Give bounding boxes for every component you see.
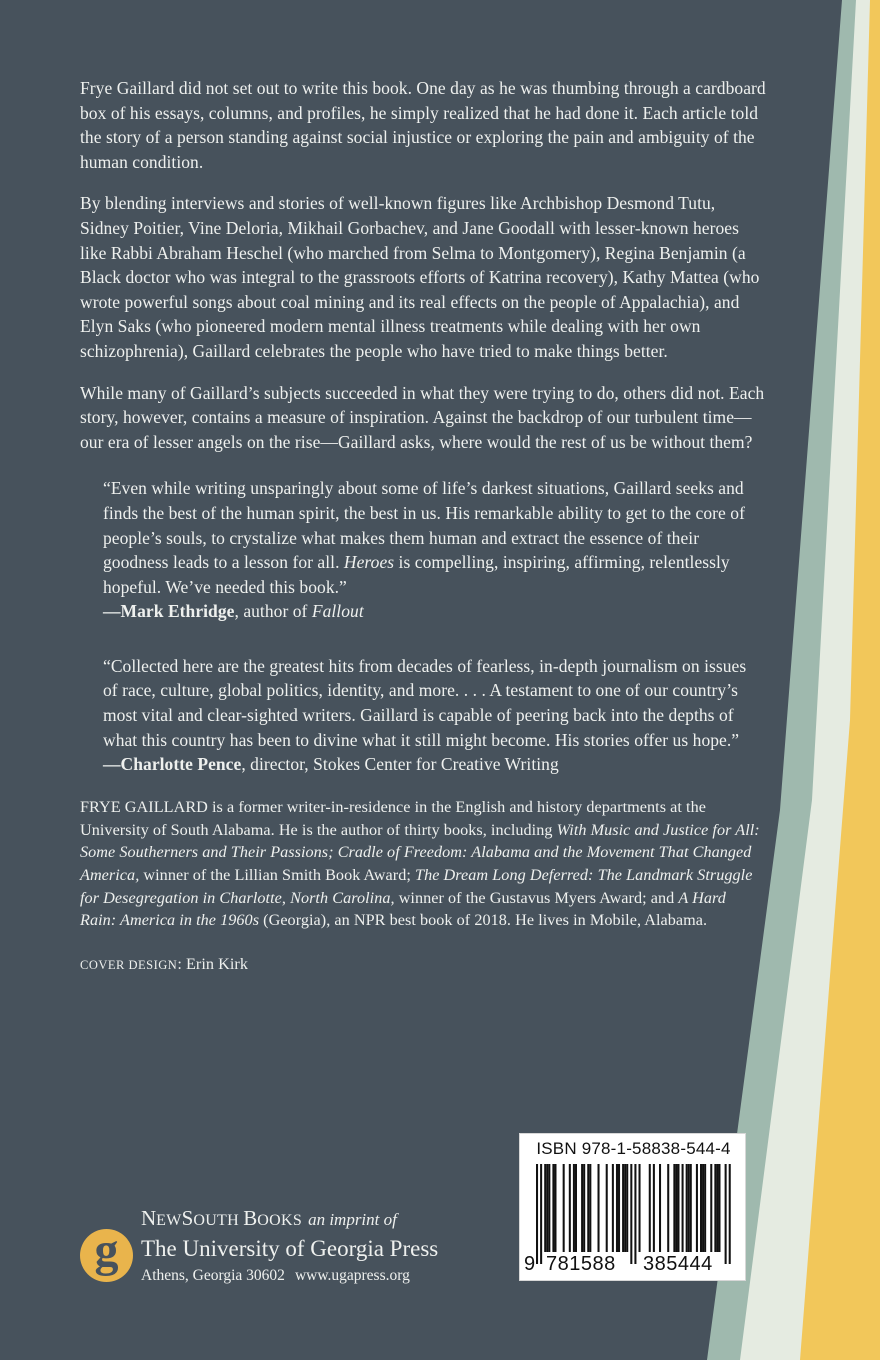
author-bio xyxy=(80,796,766,932)
barcode-bar xyxy=(536,1164,538,1264)
cover-design-credit xyxy=(80,952,766,978)
barcode-bar xyxy=(575,1164,577,1252)
press-location: Athens, Georgia 30602 xyxy=(141,1267,285,1284)
barcode-first-digit: 9 xyxy=(524,1253,536,1275)
publisher-logo-letter: g xyxy=(94,1224,119,1277)
bio-text: , xyxy=(281,888,291,907)
barcode-right-digits: 385444 xyxy=(643,1253,713,1275)
barcode-bars xyxy=(526,1164,741,1264)
blurb-attribution xyxy=(103,752,751,777)
credit-label: COVER DESIGN xyxy=(80,958,178,973)
barcode-bar xyxy=(700,1164,702,1252)
barcode-bar xyxy=(710,1164,712,1252)
barcode-digits xyxy=(520,1253,747,1279)
author-name: FRYE GAILLARD xyxy=(80,797,208,816)
back-cover-text xyxy=(80,76,766,978)
barcode-bar xyxy=(554,1164,556,1252)
barcode-bar xyxy=(544,1164,546,1252)
blurb-author: —Charlotte Pence xyxy=(103,754,242,775)
barcode-bar xyxy=(690,1164,692,1252)
barcode-bar xyxy=(667,1164,669,1252)
barcode-bar xyxy=(581,1164,583,1252)
bio-text: winner of the Gustavus Myers Award; and xyxy=(394,888,679,907)
barcode-left-digits: 781588 xyxy=(546,1253,616,1275)
bio-text: winner of the Lillian Smith Book Award; xyxy=(139,865,416,884)
barcode-bar xyxy=(716,1164,718,1252)
barcode-bar xyxy=(639,1164,641,1252)
barcode-bar xyxy=(606,1164,608,1252)
barcode-bar xyxy=(702,1164,704,1252)
blurb-text: “Even while writing unsparingly about some of life’s darkest situations, Gaillard seeks and finds the best of the human spirit, the best in us. His remarkable ability to get to the core of people’s souls, to crystalize what makes them human and extract the essence of their goodness leads to a lesson for all. xyxy=(103,478,745,573)
intro-paragraph-1: Frye Gaillard did not set out to write this book. One day as he was thumbing through a cardboard box of his essays, columns, and profiles, he simply realized that he had done it. Each article told the story of a person standing against social injustice or exploring the pain and ambiguity of the human condition. xyxy=(80,78,766,172)
barcode-bar xyxy=(622,1164,624,1252)
blurb-ethridge xyxy=(103,476,751,624)
publisher-block xyxy=(80,1203,480,1293)
bio-book-title: The Dream Long Deferred: The Landmark Struggle for Desegregation in Charlotte xyxy=(80,865,753,907)
press-url: www.ugapress.org xyxy=(294,1267,410,1284)
barcode-bar xyxy=(688,1164,690,1252)
intro-paragraph-2: By blending interviews and stories of well-known figures like Archbishop Desmond Tutu, Sidney Poitier, Vine Deloria, Mikhail Gorbachev, and Jane Goodall with lesser-known heroes like Rabbi Abraham Heschel (who marched from Selma to Montgomery), Regina Benjamin (a Black doctor who was integral to the grassroots efforts of Katrina recovery), Kathy Mattea (who wrote powerful songs about coal mining and its real effects on the people of Appalachia), and Elyn Saks (who pioneered modern mental illness treatments while dealing with her own schizophrenia), Gaillard celebrates the people who have tried to make things better. xyxy=(80,193,760,361)
blurb-author: —Mark Ethridge xyxy=(103,601,235,622)
press-name: The University of Georgia Press xyxy=(141,1236,439,1261)
blurb-text-end: is compelling, inspiring, affirming, relentlessly hopeful. We’ve needed this book.” xyxy=(103,552,730,597)
barcode-bar xyxy=(675,1164,677,1252)
blurb-author-work: Fallout xyxy=(311,601,364,622)
bio-text: (Georgia), an NPR best book of 2018. He lives in Mobile, Alabama. xyxy=(259,911,708,930)
barcode-bar xyxy=(634,1164,636,1264)
barcode-bar xyxy=(618,1164,620,1252)
barcode-bar xyxy=(573,1164,575,1252)
barcode-bar xyxy=(569,1164,571,1252)
bio-book-title: A Hard Rain: America in the 1960s xyxy=(80,888,726,930)
barcode-bar xyxy=(673,1164,675,1252)
bio-book-title: With Music and Justice for All: Some Southerners and Their Passions; Cradle of Freedom: Alabama and the Movement That Changed America, xyxy=(80,820,760,884)
credit-name: : Erin Kirk xyxy=(177,955,249,974)
barcode-bar xyxy=(725,1164,727,1264)
barcode-bar xyxy=(630,1164,632,1264)
barcode-bar xyxy=(616,1164,618,1252)
barcode-bar xyxy=(696,1164,698,1252)
imprint-of: an imprint of xyxy=(308,1210,397,1229)
blurb-book-title: Heroes xyxy=(343,552,395,573)
barcode-bar xyxy=(649,1164,651,1252)
barcode-bar xyxy=(682,1164,684,1252)
press-address xyxy=(141,1267,410,1285)
imprint-line xyxy=(141,1206,397,1231)
blurb-text: “Collected here are the greatest hits from decades of fearless, in-depth journalism on issues of race, culture, global politics, identity, and more. . . . A testament to one of our country’s most vital and clear-sighted writers. Gaillard is capable of peering back into the depths of what this country has been to divine what it still might become. His stories offer us hope.” xyxy=(103,655,747,750)
barcode-bar xyxy=(589,1164,591,1252)
intro-paragraph-3: While many of Gaillard’s subjects succeeded in what they were trying to do, others did not. Each story, however, contains a measure of inspiration. Against the backdrop of our turbulent time—our era of lesser angels on the rise—Gaillard asks, where would the rest of us be without them? xyxy=(80,382,765,452)
isbn-barcode xyxy=(519,1133,746,1281)
bio-book-title: North Carolina, xyxy=(290,888,395,907)
bio-text: is a former writer-in-residence in the English and history departments at the University of South Alabama. He is the author of thirty books, including xyxy=(80,797,706,839)
barcode-bar xyxy=(552,1164,554,1252)
barcode-bar xyxy=(659,1164,661,1252)
barcode-bar xyxy=(540,1164,542,1264)
barcode-bar xyxy=(624,1164,626,1252)
barcode-bar xyxy=(729,1164,731,1264)
barcode-bar xyxy=(714,1164,716,1252)
barcode-bar xyxy=(653,1164,655,1252)
barcode-bar xyxy=(598,1164,600,1252)
imprint-name: NEWSOUTH BOOKS xyxy=(141,1206,303,1230)
barcode-bar xyxy=(546,1164,548,1252)
blurb-author-role: , director, Stokes Center for Creative Writing xyxy=(241,754,559,775)
barcode-bar xyxy=(626,1164,628,1252)
isbn-label: ISBN 978-1-58838-544-4 xyxy=(536,1139,731,1158)
barcode-bar xyxy=(587,1164,589,1252)
barcode-bar xyxy=(704,1164,706,1252)
blurb-attribution xyxy=(103,599,751,624)
barcode-bar xyxy=(583,1164,585,1252)
barcode-bar xyxy=(718,1164,720,1252)
barcode-bar xyxy=(686,1164,688,1252)
blurb-pence xyxy=(103,654,751,777)
barcode-bar xyxy=(548,1164,550,1252)
blurb-author-role: , author of xyxy=(234,601,312,622)
barcode-bar xyxy=(612,1164,614,1252)
barcode-bar xyxy=(677,1164,679,1252)
barcode-bar xyxy=(563,1164,565,1252)
